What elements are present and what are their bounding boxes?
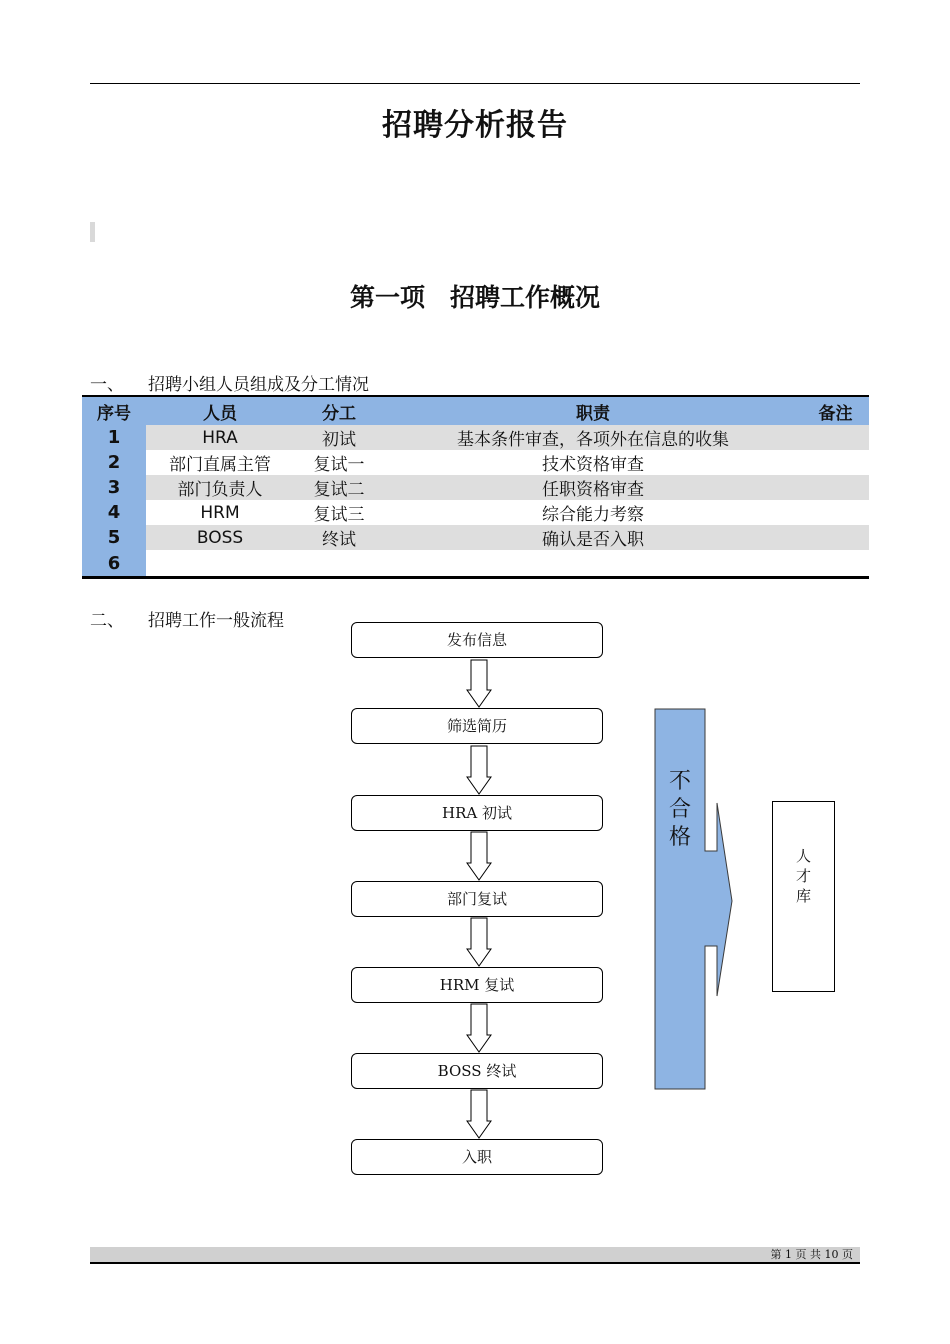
talent-pool-label: 人 才 库	[795, 847, 811, 905]
cell-no: 6	[82, 550, 146, 578]
down-arrow-icon	[467, 660, 491, 707]
flow-step: HRA 初试	[351, 795, 603, 831]
column-header: 人员	[146, 396, 294, 425]
column-header: 分工	[294, 396, 384, 425]
down-arrow-icon	[467, 746, 491, 794]
column-header: 备注	[802, 396, 869, 425]
flow-step: 筛选简历	[351, 708, 603, 744]
down-arrow-icon	[467, 1090, 491, 1138]
cell-duty: 任职资格审查	[384, 475, 802, 500]
cell-no: 2	[82, 450, 146, 475]
column-header: 序号	[82, 396, 146, 425]
reject-arrow-icon	[650, 706, 740, 1096]
cell-duty: 确认是否入职	[384, 525, 802, 550]
document-title: 招聘分析报告	[382, 108, 568, 143]
section-title: 第一项 招聘工作概况	[349, 283, 600, 312]
cell-person: HRA	[146, 425, 294, 450]
flow-step: 入职	[351, 1139, 603, 1175]
cell-role: 复试一	[313, 455, 365, 475]
subsection-title: 招聘小组人员组成及分工情况	[148, 375, 369, 395]
page-number: 第 1 页 共 10 页	[770, 1248, 853, 1261]
down-arrow-icon	[467, 1004, 491, 1052]
column-header: 职责	[384, 396, 802, 425]
cell-person: 部门直属主管	[169, 455, 271, 475]
subsection-number: 二、	[90, 611, 124, 631]
down-arrow-icon	[467, 832, 491, 880]
cell-no: 4	[82, 500, 146, 525]
flow-step: HRM 复试	[351, 967, 603, 1003]
cell-no: 5	[82, 525, 146, 550]
cell-role: 复试二	[294, 475, 384, 500]
cell-duty: 综合能力考察	[542, 505, 644, 525]
flow-step: 部门复试	[351, 881, 603, 917]
cell-person: 部门负责人	[146, 475, 294, 500]
cell-person: BOSS	[146, 525, 294, 550]
flow-step: BOSS 终试	[351, 1053, 603, 1089]
footer-bar	[90, 1247, 860, 1264]
cell-no: 1	[82, 425, 146, 450]
cell-role: 初试	[294, 425, 384, 450]
cell-role: 复试三	[313, 505, 365, 525]
subsection-number: 一、	[90, 375, 124, 395]
subsection-title: 招聘工作一般流程	[148, 611, 284, 631]
down-arrow-icon	[467, 918, 491, 966]
flow-step: 发布信息	[351, 622, 603, 658]
cell-no: 3	[82, 475, 146, 500]
cell-person: HRM	[200, 502, 240, 523]
cell-duty: 技术资格审查	[542, 455, 644, 475]
cell-role: 终试	[294, 525, 384, 550]
reject-label: 不 合 格	[668, 769, 691, 850]
cell-duty: 基本条件审查，各项外在信息的收集	[384, 425, 802, 450]
